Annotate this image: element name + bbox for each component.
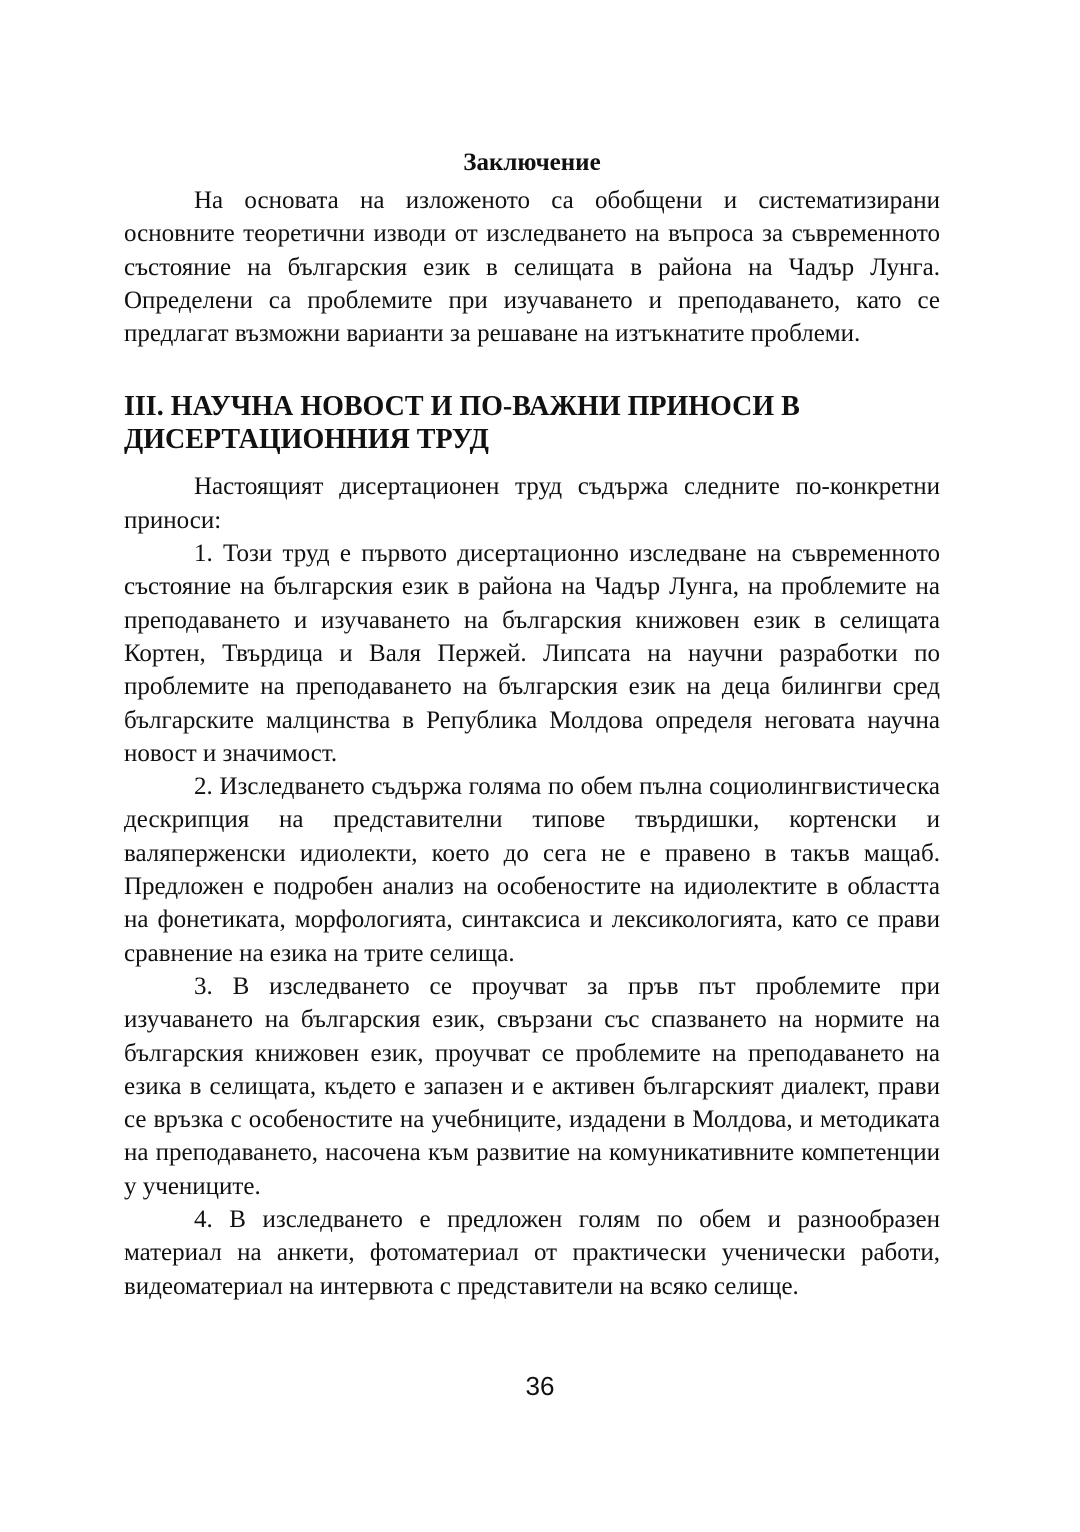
section-intro: Настоящият дисертационен труд съдържа следните по-конкретни приноси: — [124, 473, 940, 534]
contribution-item-4: 4. В изследването е предложен голям по обем и разнообразен материал на анкети, фотоматериал от практически ученически работи, видеоматериал на интервюта с представители на всяко селище. — [124, 1206, 940, 1300]
section-title-text-1: III. НАУЧНА НОВОСТ И ПО-ВАЖНИ ПРИНОСИ В — [124, 391, 800, 423]
conclusion-title: Заключение — [463, 149, 601, 176]
document-page — [124, 146, 940, 1303]
section-title-line-1 — [124, 390, 940, 423]
contribution-item-1: 1. Този труд е първото дисертационно изследване на съвременното състояние на българския език в района на Чадър Лунга, на проблемите на преподаването и изучаването на българския книжовен език в селищата Кортен, Твърдица и Валя Пержей. Липсата на научни разработки по проблемите на преподаването на българския език на деца билингви сред българските малцинства в Република Молдова определя неговата научна новост и значимост. — [124, 540, 940, 767]
section-title — [124, 390, 940, 456]
contribution-item-3: 3. В изследването се проучват за пръв път проблемите при изучаването на българския език, свързани със спазването на нормите на българския книжовен език, проучват се проблемите на преподаването на езика в селищата, където е запазен и е активен българският диалект, прави се връзка с особеностите на учебниците, издадени в Молдова, и методиката на преподаването, насочена към развитие на комуникативните компетенции у учениците. — [124, 972, 940, 1200]
conclusion-paragraph: На основата на изложеното са обобщени и систематизирани основните теоретични изводи от изследването на въпроса за съвременното състояние на българския език в селищата в района на Чадър Лунга. Определени са проблемите при изучаването и преподаването, като се предлагат възможни варианти за решаване на изтъкнатите проблеми. — [124, 187, 940, 348]
contribution-item-2: 2. Изследването съдържа голяма по обем пълна социолингвистическа дескрипция на представителни типове твърдишки, кортенски и валяперженски идиолекти, което до сега не е правено в такъв мащаб. Предложен е подробен анализ на особеностите на идиолектите в областта на фонетиката, морфологията, синтаксиса и лексикологията, като се прави сравнение на езика на трите селища. — [124, 773, 940, 967]
section-title-line-2: ДИСЕРТАЦИОННИЯ ТРУД — [124, 424, 489, 456]
page-number: 36 — [525, 1371, 555, 1401]
